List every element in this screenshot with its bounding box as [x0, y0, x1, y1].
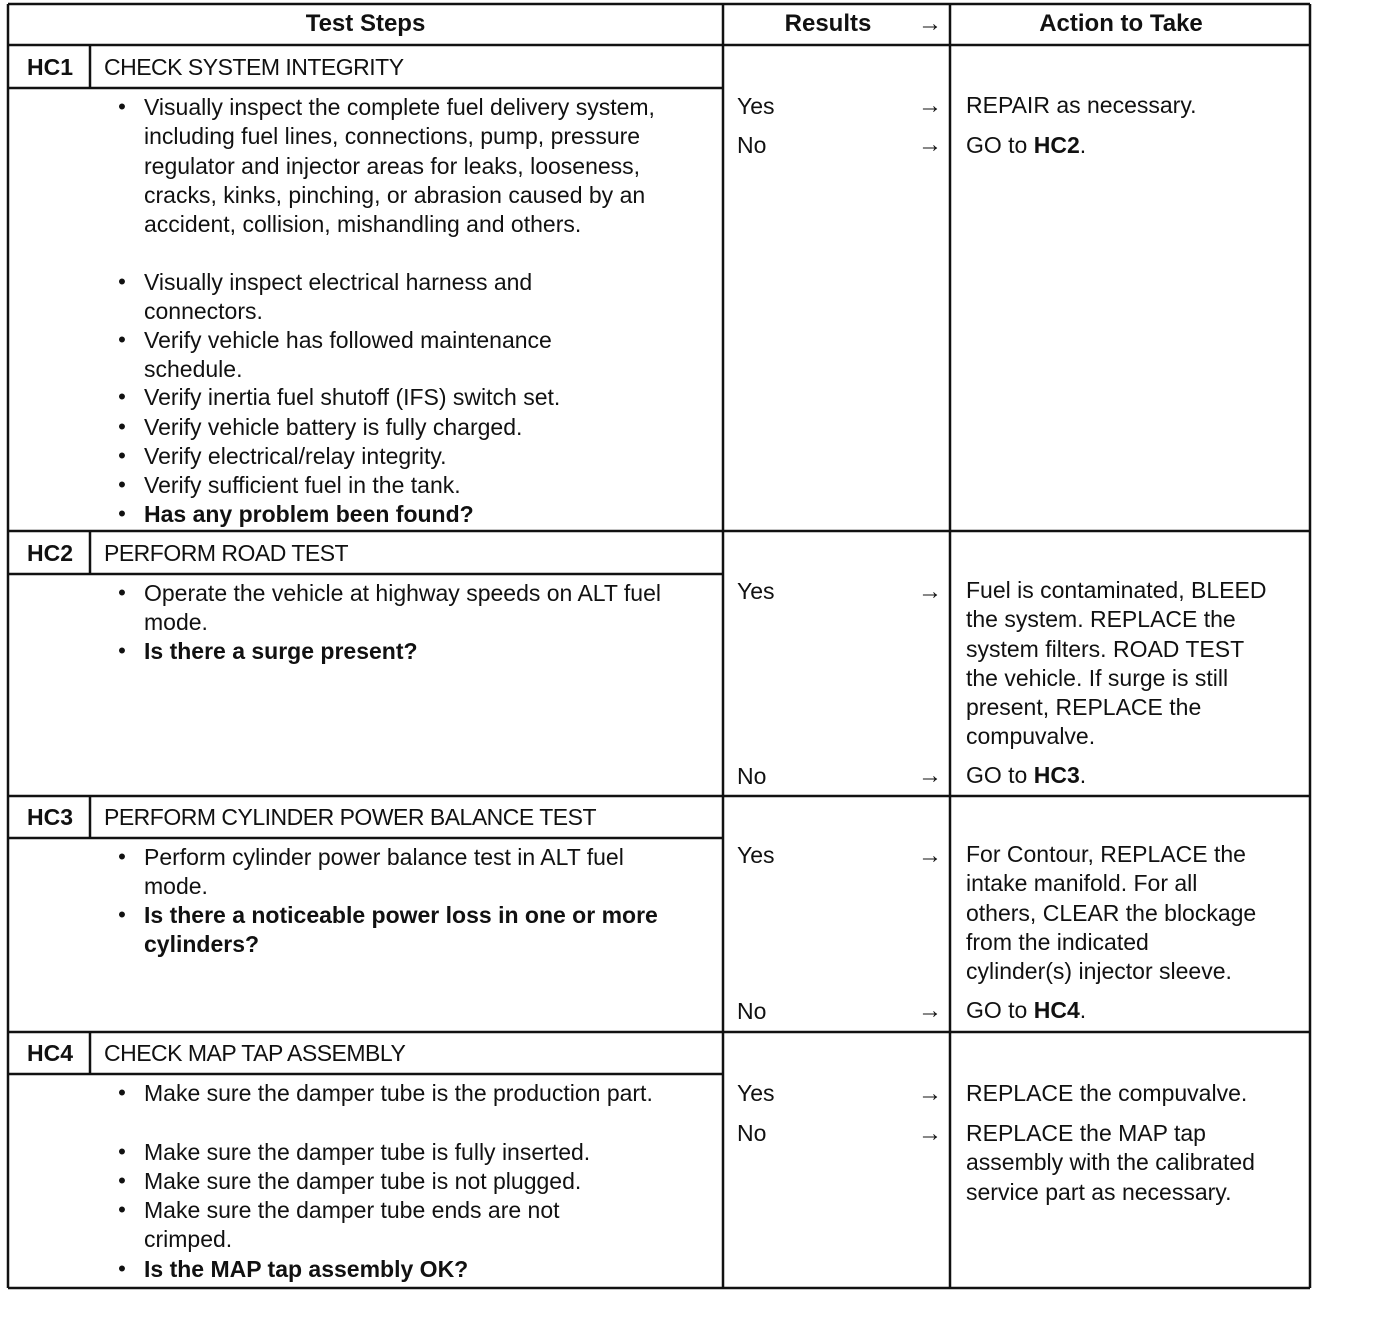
bullet: •: [118, 94, 126, 119]
result-yes: Yes: [737, 842, 775, 868]
header-test-steps: Test Steps: [305, 9, 426, 37]
step-item: Verify vehicle battery is fully charged.: [144, 414, 523, 440]
step-item: Perform cylinder power balance test in ALT fuel mode.: [144, 844, 624, 900]
step-question: Is there a noticeable power loss in one or more cylinders?: [144, 902, 658, 958]
bullet: •: [118, 1168, 126, 1193]
arrow-icon: →: [918, 842, 942, 869]
result-yes: Yes: [737, 93, 775, 119]
step-item: Make sure the damper tube is not plugged.: [144, 1168, 582, 1194]
header-results: Results: [784, 9, 872, 37]
arrow-icon: →: [918, 1120, 942, 1147]
step-item: Verify vehicle has followed maintenance schedule.: [144, 327, 552, 383]
bullet: •: [118, 327, 126, 352]
action-goto: GO to HC2.: [966, 132, 1087, 158]
result-yes: Yes: [737, 578, 775, 604]
goto-ref: HC2: [1033, 132, 1080, 158]
step-item: Make sure the damper tube is fully inserted.: [144, 1139, 591, 1165]
goto-ref: HC3: [1033, 762, 1080, 788]
action-goto: GO to HC4.: [966, 997, 1087, 1023]
step-item: Make sure the damper tube ends are not crimped.: [144, 1197, 560, 1253]
step-id: HC3: [26, 804, 73, 830]
bullet: •: [118, 501, 126, 526]
bullet: •: [118, 1256, 126, 1281]
step-title: CHECK SYSTEM INTEGRITY: [104, 54, 404, 80]
bullet: •: [118, 638, 126, 663]
bullet: •: [118, 844, 126, 869]
action-text: Fuel is contaminated, BLEED the system. REPLACE the system filters. ROAD TEST the vehicle. If surge is still present, REPLACE the compuvalve.: [966, 577, 1267, 750]
action-text: REPAIR as necessary.: [966, 92, 1197, 118]
step-question: Is the MAP tap assembly OK?: [144, 1256, 469, 1282]
step-question: Is there a surge present?: [144, 638, 418, 664]
step-item: Visually inspect the complete fuel delivery system, including fuel lines, connections, pump, pressure regulator and injector areas for leaks, looseness, cracks, kinks, pinching, or abrasion caused by an accident, collision, mishandling and others.: [144, 94, 655, 238]
action-text: REPLACE the MAP tap assembly with the calibrated service part as necessary.: [966, 1120, 1255, 1205]
arrow-icon: →: [918, 762, 942, 789]
bullet: •: [118, 384, 126, 409]
header-arrow-icon: →: [918, 10, 942, 37]
result-no: No: [737, 998, 767, 1024]
step-question: Has any problem been found?: [144, 501, 474, 527]
bullet: •: [118, 414, 126, 439]
bullet: •: [118, 1139, 126, 1164]
arrow-icon: →: [918, 578, 942, 605]
result-no: No: [737, 132, 767, 158]
step-title: CHECK MAP TAP ASSEMBLY: [104, 1040, 406, 1066]
bullet: •: [118, 580, 126, 605]
step-item: Verify sufficient fuel in the tank.: [144, 472, 461, 498]
step-id: HC1: [26, 54, 73, 80]
arrow-icon: →: [918, 92, 942, 119]
action-text: For Contour, REPLACE the intake manifold. For all others, CLEAR the blockage from the indicated cylinder(s) injector sleeve.: [966, 841, 1257, 985]
step-item: Verify inertia fuel shutoff (IFS) switch set.: [144, 384, 561, 410]
bullet: •: [118, 902, 126, 927]
header-action: Action to Take: [1039, 9, 1203, 37]
step-item: Verify electrical/relay integrity.: [144, 443, 447, 469]
result-no: No: [737, 1120, 767, 1146]
arrow-icon: →: [918, 131, 942, 158]
bullet: •: [118, 1197, 126, 1222]
step-title: PERFORM ROAD TEST: [104, 540, 349, 566]
step-item: Operate the vehicle at highway speeds on ALT fuel mode.: [144, 580, 661, 636]
bullet: •: [118, 269, 126, 294]
goto-ref: HC4: [1033, 997, 1080, 1023]
step-id: HC4: [26, 1040, 73, 1066]
result-yes: Yes: [737, 1080, 775, 1106]
arrow-icon: →: [918, 997, 942, 1024]
bullet: •: [118, 443, 126, 468]
bullet: •: [118, 1080, 126, 1105]
step-title: PERFORM CYLINDER POWER BALANCE TEST: [104, 804, 596, 830]
step-id: HC2: [26, 540, 73, 566]
action-text: REPLACE the compuvalve.: [966, 1080, 1248, 1106]
step-item: Visually inspect electrical harness and connectors.: [144, 269, 533, 325]
action-goto: GO to HC3.: [966, 762, 1087, 788]
arrow-icon: →: [918, 1080, 942, 1107]
step-item: Make sure the damper tube is the production part.: [144, 1080, 653, 1106]
bullet: •: [118, 472, 126, 497]
result-no: No: [737, 763, 767, 789]
